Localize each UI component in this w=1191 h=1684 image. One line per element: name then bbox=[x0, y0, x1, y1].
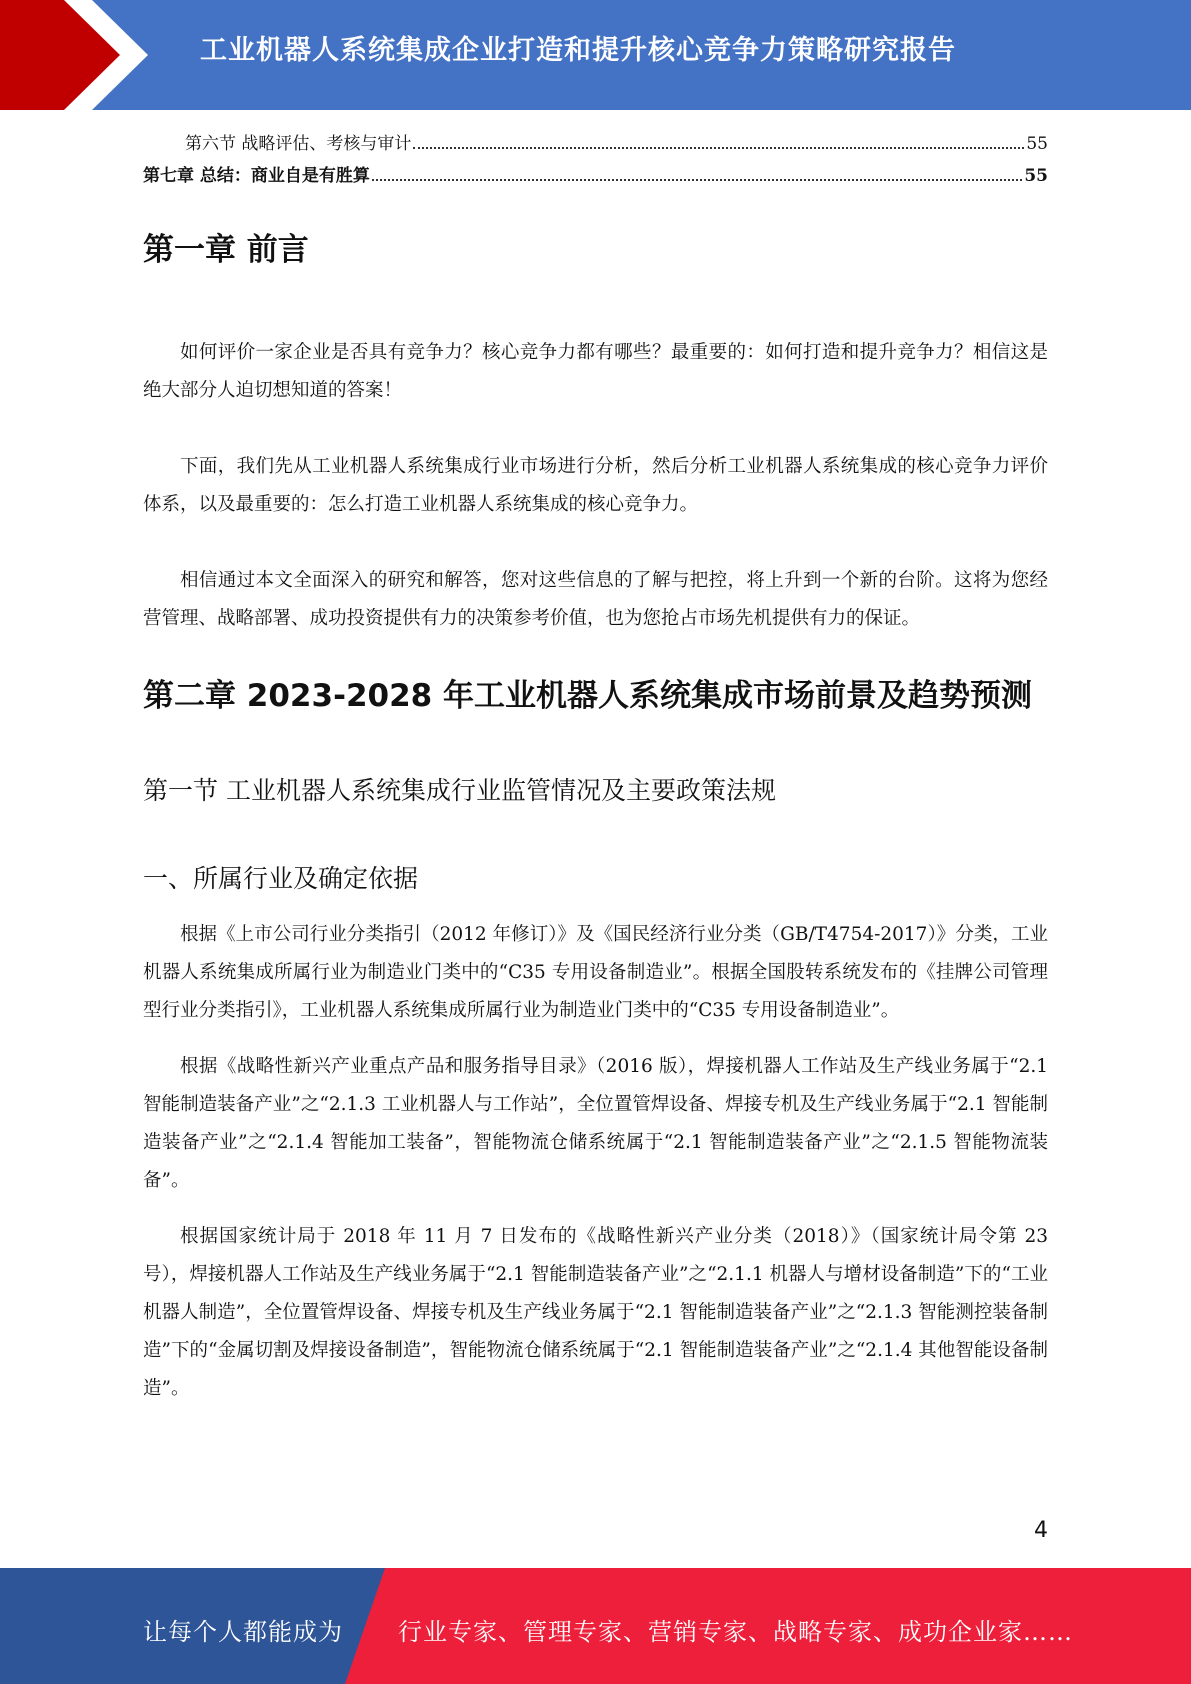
document-body bbox=[143, 128, 1048, 1408]
toc-leader-dots bbox=[372, 179, 1022, 181]
page-footer bbox=[0, 1568, 1191, 1684]
section-heading: 第一节 工业机器人系统集成行业监管情况及主要政策法规 bbox=[143, 776, 776, 805]
page-number: 4 bbox=[1034, 1518, 1048, 1543]
footer-slogan-left: 让每个人都能成为 bbox=[143, 1618, 343, 1646]
footer-slogan-right: 行业专家、管理专家、营销专家、战略专家、成功企业家…… bbox=[398, 1618, 1073, 1646]
paragraph: 相信通过本文全面深入的研究和解答，您对这些信息的了解与把控，将上升到一个新的台阶。这将为您经营管理、战略部署、成功投资提供有力的决策参考价值，也为您抢占市场先机提供有力的保证。 bbox=[143, 570, 1048, 629]
paragraph: 下面，我们先从工业机器人系统集成行业市场进行分析，然后分析工业机器人系统集成的核心竞争力评价体系，以及最重要的：怎么打造工业机器人系统集成的核心竞争力。 bbox=[143, 456, 1048, 515]
chapter-heading: 第二章 2023-2028 年工业机器人系统集成市场前景及趋势预测 bbox=[143, 678, 1033, 714]
header-title: 工业机器人系统集成企业打造和提升核心竞争力策略研究报告 bbox=[200, 35, 956, 66]
chapter-heading: 第一章 前言 bbox=[143, 232, 309, 268]
paragraph: 如何评价一家企业是否具有竞争力？核心竞争力都有哪些？最重要的：如何打造和提升竞争力？相信这是绝大部分人迫切想知道的答案！ bbox=[143, 342, 1048, 401]
toc-entry-label: 第六节 战略评估、考核与审计 bbox=[185, 134, 412, 154]
page-header bbox=[0, 0, 1191, 110]
toc-entry-page: 55 bbox=[1026, 134, 1048, 154]
header-arrow-graphic bbox=[0, 0, 200, 110]
subsection-heading: 一、所属行业及确定依据 bbox=[143, 864, 419, 893]
toc-entry-label: 第七章 总结：商业自是有胜算 bbox=[143, 166, 370, 186]
paragraph: 根据国家统计局于 2018 年 11 月 7 日发布的《战略性新兴产业分类（2018）》（国家统计局令第 23 号），焊接机器人工作站及生产线业务属于“2.1 智能制造装备产业”之“2.1.1 机器人与增材设备制造”下的“工业机器人制造”，全位置管焊设备、焊接专机及生产线业务属于“2.1 智能制造装备产业”之“2.1.3 智能测控装备制造”下的“金属切割及焊接设备制造”，智能物流仓储系统属于“2.1 智能制造装备产业”之“2.1.4 其他智能设备制造”。 bbox=[143, 1226, 1048, 1399]
paragraph: 根据《战略性新兴产业重点产品和服务指导目录》（2016 版），焊接机器人工作站及生产线业务属于“2.1 智能制造装备产业”之“2.1.3 工业机器人与工作站”，全位置管焊设备、焊接专机及生产线业务属于“2.1 智能制造装备产业”之“2.1.4 智能加工装备”，智能物流仓储系统属于“2.1 智能制造装备产业”之“2.1.5 智能物流装备”。 bbox=[143, 1056, 1048, 1191]
toc-leader-dots bbox=[413, 147, 1024, 149]
toc-entry[interactable] bbox=[143, 160, 1048, 192]
paragraph: 根据《上市公司行业分类指引（2012 年修订）》及《国民经济行业分类（GB/T4754-2017）》分类，工业机器人系统集成所属行业为制造业门类中的“C35 专用设备制造业”。根据全国股转系统发布的《挂牌公司管理型行业分类指引》，工业机器人系统集成所属行业为制造业门类中的“C35 专用设备制造业”。 bbox=[143, 924, 1048, 1021]
toc-entry[interactable] bbox=[143, 128, 1048, 160]
toc-entry-page: 55 bbox=[1024, 166, 1048, 186]
